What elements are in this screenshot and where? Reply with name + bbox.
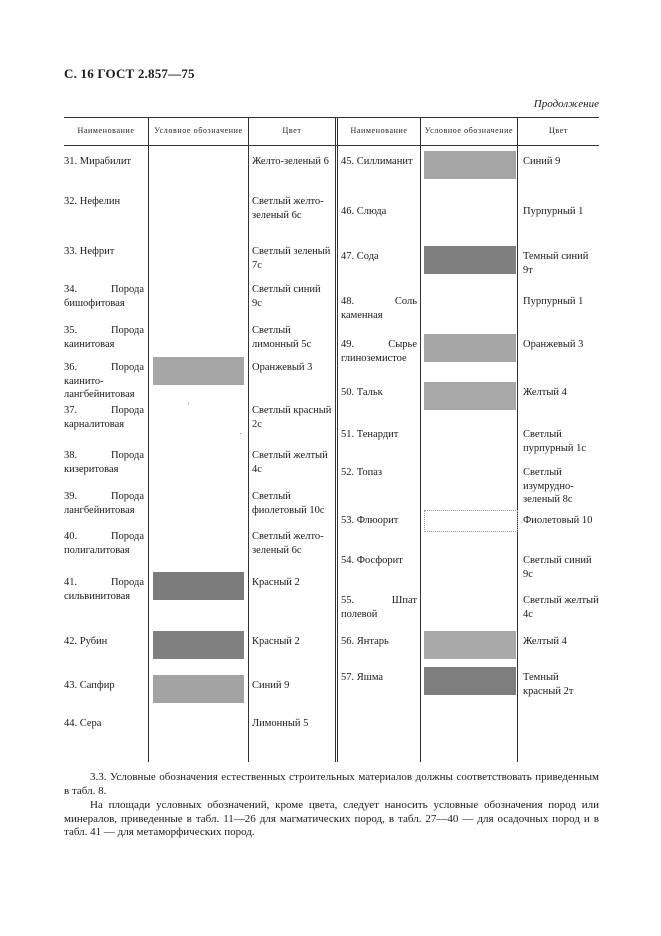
material-name: 40. Порода полигалитовая: [64, 531, 144, 556]
material-color: Красный 2: [252, 577, 300, 588]
symbol-swatch: [153, 631, 244, 659]
dotted-symbol-swatch: [424, 510, 518, 532]
material-color: Светлый изумрудно-зеленый 8с: [523, 467, 574, 505]
material-name: 43. Сапфир: [64, 680, 115, 691]
column-header-color: Цвет: [282, 126, 302, 136]
material-name: 39. Порода лангбейнитовая: [64, 491, 144, 516]
material-color: Красный 2: [252, 636, 300, 647]
material-name: 32. Нефелин: [64, 196, 121, 207]
symbol-swatch: [424, 382, 516, 410]
paragraph-symbols-note: [64, 799, 599, 840]
material-color: Желтый 4: [523, 636, 567, 647]
page-header: С. 16 ГОСТ 2.857—75: [64, 66, 195, 81]
material-color: Темный красный 2т: [523, 672, 574, 697]
material-name: 47. Сода: [341, 251, 379, 262]
column-header-name: Наименование: [350, 126, 408, 136]
material-color: Светлый фиолетовый 10с: [252, 491, 325, 516]
material-color: Фиолетовый 10: [523, 515, 593, 526]
col-divider: [517, 117, 518, 762]
material-color: Темный синий 9т: [523, 251, 589, 276]
material-color: Желто-зеленый 6: [252, 156, 329, 167]
material-name: 45. Силлиманит: [341, 156, 413, 167]
column-header-name: Наименование: [77, 126, 135, 136]
material-color: Оранжевый 3: [252, 362, 313, 373]
col-divider: [248, 117, 249, 762]
material-color: Светлый желто-зеленый 6с: [252, 531, 324, 556]
material-color: Желтый 4: [523, 387, 567, 398]
material-name: 54. Фосфорит: [341, 555, 403, 566]
material-name: 36. Порода каинито-лангбейнитовая: [64, 362, 144, 400]
material-name: 52. Топаз: [341, 467, 383, 478]
material-color: Оранжевый 3: [523, 339, 584, 350]
symbol-swatch: [424, 631, 516, 659]
material-name: 57. Яшма: [341, 672, 384, 683]
scan-speck: [240, 433, 241, 434]
material-name: 33. Нефрит: [64, 246, 115, 257]
paragraph-3-3: [64, 771, 599, 798]
material-color: Светлый синий 9с: [523, 555, 592, 580]
material-name: 50. Тальк: [341, 387, 383, 398]
material-color: Пурпурный 1: [523, 206, 584, 217]
material-color: Лимонный 5: [252, 718, 309, 729]
material-color: Синий 9: [523, 156, 561, 167]
column-header-symbol: Условное обозначение: [424, 126, 514, 136]
material-color: Светлый пурпурный 1с: [523, 429, 587, 454]
material-name: 31. Мирабилит: [64, 156, 132, 167]
material-name: 49. Сырье глиноземистое: [341, 339, 417, 364]
material-name: 42. Рубин: [64, 636, 108, 647]
symbol-swatch: [424, 151, 516, 179]
col-divider-double: [335, 117, 336, 762]
material-color: Светлый красный 2с: [252, 405, 332, 430]
material-color: Светлый синий 9с: [252, 284, 321, 309]
paragraph-symbols-note-text: На площади условных обозначений, кроме цвета, следует наносить условные обозначения пород или минералов, приведенные в табл. 11—26 для магматических пород, в табл. 27—40 — для осадочных пород и в табл. 41 — для метаморфических пород.: [64, 799, 599, 838]
material-name: 44. Сера: [64, 718, 102, 729]
table-header-rule: [64, 145, 599, 146]
material-color: Светлый лимонный 5с: [252, 325, 312, 350]
material-name: 38. Порода кизеритовая: [64, 450, 144, 475]
symbol-swatch: [153, 675, 244, 703]
material-color: Пурпурный 1: [523, 296, 584, 307]
column-header-color: Цвет: [549, 126, 568, 136]
symbol-swatch: [153, 357, 244, 385]
materials-table: [64, 117, 599, 762]
material-name: 51. Тенардит: [341, 429, 399, 440]
material-name: 46. Слюда: [341, 206, 387, 217]
material-color: Светлый желтый 4с: [252, 450, 328, 475]
material-color: Синий 9: [252, 680, 290, 691]
col-divider-double: [337, 117, 338, 762]
symbol-swatch: [424, 334, 516, 362]
material-name: 34. Порода бишофитовая: [64, 284, 144, 309]
material-name: 41. Порода сильвинитовая: [64, 577, 144, 602]
symbol-swatch: [424, 667, 516, 695]
col-divider: [148, 117, 149, 762]
material-name: 56. Янтарь: [341, 636, 389, 647]
scan-speck: [188, 403, 189, 404]
material-color: Светлый желто-зеленый 6с: [252, 196, 324, 221]
material-color: Светлый зеленый 7с: [252, 246, 331, 271]
continuation-label: Продолжение: [533, 98, 599, 110]
material-name: 55. Шпат полевой: [341, 595, 417, 620]
material-name: 48. Соль каменная: [341, 296, 417, 321]
material-name: 35. Порода каинитовая: [64, 325, 144, 350]
material-name: 53. Флюорит: [341, 515, 399, 526]
symbol-swatch: [424, 246, 516, 274]
col-divider: [420, 117, 421, 762]
symbol-swatch: [153, 572, 244, 600]
column-header-symbol: Условное обозначение: [154, 126, 243, 136]
material-color: Светлый желтый 4с: [523, 595, 599, 620]
material-name: 37. Порода карналитовая: [64, 405, 144, 430]
paragraph-3-3-text: 3.3. Условные обозначения естественных строительных материалов должны соответствовать приведенным в табл. 8.: [64, 771, 599, 797]
